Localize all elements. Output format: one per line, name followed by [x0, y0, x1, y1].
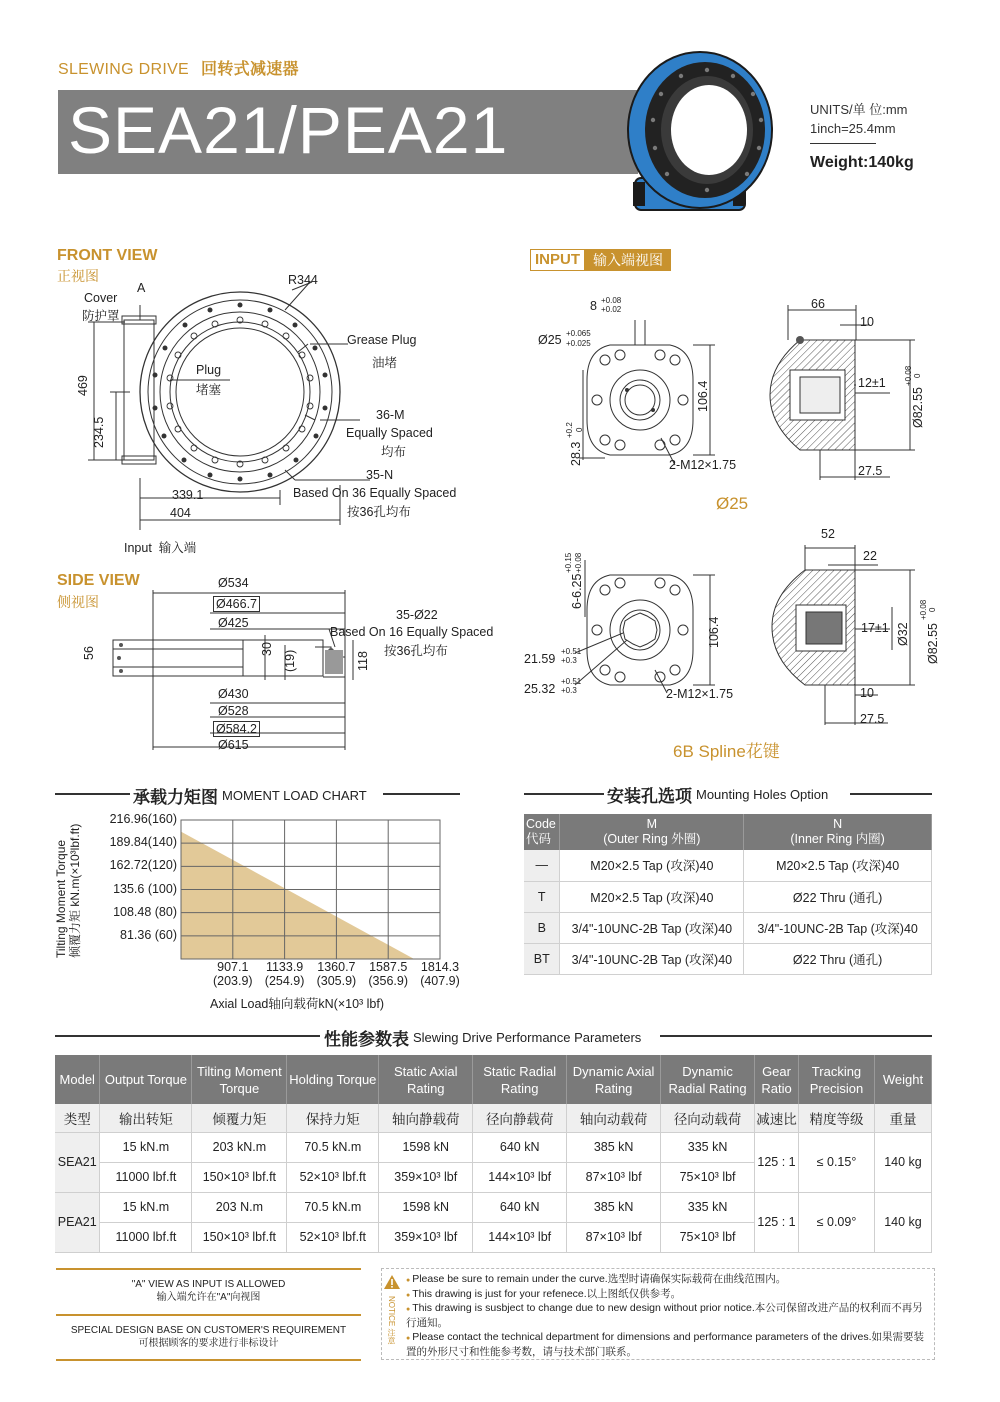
- dim-w10-top: 10: [860, 315, 874, 329]
- dim-d584: Ø584.2: [213, 721, 260, 737]
- dim-625-lo: +0.08: [574, 552, 583, 573]
- chart-xlabel: Axial Load轴向载荷kN(×10³ lbf): [210, 997, 385, 1011]
- input-cn: 输入端: [158, 541, 197, 555]
- perf-header-cn: 倾覆力矩: [192, 1104, 287, 1132]
- input-flange-bottom: [574, 552, 725, 705]
- chart-ylabel-en: Tilting Moment Torque: [54, 839, 68, 958]
- dim-625-up: +0.15: [564, 552, 573, 573]
- footer-gold-line-bottom: [56, 1359, 361, 1361]
- perf-header: Output Torque: [100, 1055, 192, 1104]
- notice-bullet: ●: [406, 1277, 413, 1284]
- dim-d8255-bot-up: +0.08: [919, 599, 928, 620]
- perf-cell: 70.5 kN.m: [287, 1192, 379, 1222]
- dim-d8255-top-up: +0.08: [904, 365, 913, 386]
- label-cover-cn: 防护罩: [82, 309, 120, 323]
- perf-cell: 203 N.m: [192, 1192, 287, 1222]
- dim-d25: Ø25: [538, 333, 562, 347]
- label-a: A: [137, 281, 146, 295]
- chart-y-tick-label: 189.84(140): [109, 835, 177, 850]
- x-tick-sub: (407.9): [420, 974, 460, 988]
- label-36m: 36-M: [376, 408, 405, 422]
- side-view-title: SIDE VIEW: [57, 572, 140, 589]
- dim-283-up: +0.2: [565, 422, 574, 438]
- perf-header-cn-row: [55, 1104, 932, 1132]
- mount-cell-m: 3/4"-10UNC-2B Tap (攻深)40: [560, 912, 744, 943]
- units-label: UNITS/单 位:mm: [810, 102, 908, 117]
- footer-special: [56, 1324, 361, 1350]
- notice-text: Please contact the technical department for dimensions and performance parameters of the drives.如果需要装置的外形尺寸和性能参考数，请与技术部门联系。: [406, 1330, 925, 1358]
- perf-row-metric: [55, 1132, 932, 1162]
- notice-text: This drawing is susbject to change due to new design without prior notice.本公司保留改进产品的权利而不再另行通知。: [406, 1302, 923, 1330]
- dim-2532: 25.32: [524, 682, 556, 696]
- chart-y-tick-label: 108.48 (80): [113, 904, 177, 919]
- x-tick-main: 1814.3: [420, 960, 460, 974]
- dim-w10-bottom: 10: [860, 686, 874, 700]
- dim-283: 28.3: [569, 441, 583, 466]
- chart-title-en: MOMENT LOAD CHART: [222, 788, 367, 803]
- mount-row: [524, 881, 932, 912]
- mount-cell-n: M20×2.5 Tap (攻深)40: [744, 850, 932, 881]
- dim-2532-lo: +0.3: [561, 686, 577, 695]
- header-subtitle: [58, 56, 299, 79]
- mount-cell-code: B: [524, 912, 560, 943]
- mount-cell-m: M20×2.5 Tap (攻深)40: [560, 881, 744, 912]
- dim-1064-top: 106.4: [696, 380, 710, 412]
- perf-heading: [324, 1025, 641, 1050]
- perf-header-cn: 径向静载荷: [473, 1104, 567, 1132]
- dim-19: (19): [283, 649, 297, 672]
- mount-title-cn: 安装孔选项: [607, 787, 692, 806]
- notice-item: [406, 1302, 932, 1330]
- dim-d534: Ø534: [218, 576, 249, 590]
- chart-head-line-left: [55, 793, 130, 795]
- perf-head-line-right: [660, 1035, 932, 1037]
- dim-339: 339.1: [172, 488, 204, 502]
- input-en: Input: [124, 541, 152, 555]
- dim-2159-up: +0.51: [561, 647, 582, 656]
- dim-d8255-bot-lo: 0: [928, 607, 937, 612]
- perf-model: PEA21: [55, 1192, 100, 1252]
- perf-cell: 203 kN.m: [192, 1132, 287, 1162]
- perf-header: Static Radial Rating: [473, 1055, 567, 1104]
- perf-header-cn: 重量: [874, 1104, 931, 1132]
- x-tick-main: 1360.7: [317, 960, 356, 974]
- th-n-sub: (Inner Ring 内圈): [790, 832, 885, 846]
- dim-56: 56: [82, 646, 96, 660]
- th-code-en: Code: [526, 817, 556, 831]
- mount-cell-code: —: [524, 850, 560, 881]
- mount-cell-m: M20×2.5 Tap (攻深)40: [560, 850, 744, 881]
- mount-cell-n: Ø22 Thru (通孔): [744, 881, 932, 912]
- chart-y-tick-label: 162.72(120): [109, 858, 177, 873]
- perf-header: Dynamic Radial Rating: [661, 1055, 755, 1104]
- label-input: [124, 538, 196, 556]
- perf-header-cn: 输出转矩: [100, 1104, 192, 1132]
- th-code-cn: 代码: [526, 832, 552, 846]
- mount-th-m: [560, 814, 744, 850]
- dim-625: 6-6.25: [570, 573, 584, 609]
- label-based-16: Based On 16 Equally Spaced: [330, 625, 494, 639]
- notice-list: [406, 1273, 932, 1359]
- special-en: SPECIAL DESIGN BASE ON CUSTOMER'S REQUIREMENT: [70, 1325, 347, 1336]
- dim-key8-up: +0.08: [601, 296, 622, 305]
- front-view-title-cn: 正视图: [57, 268, 99, 284]
- perf-header-cn: 精度等级: [799, 1104, 875, 1132]
- perf-cell: 335 kN: [661, 1192, 755, 1222]
- subtitle-en: SLEWING DRIVE: [58, 61, 190, 78]
- perf-header: Static Axial Rating: [379, 1055, 473, 1104]
- dim-d8255-top: Ø82.55: [911, 386, 925, 428]
- notice-label: NOTICE 注意: [387, 1296, 396, 1345]
- chart-load-area: [181, 832, 414, 959]
- units-info: [810, 100, 908, 138]
- perf-header-cn: 径向动载荷: [661, 1104, 755, 1132]
- dim-w52: 52: [821, 527, 835, 541]
- front-view-title: FRONT VIEW: [57, 247, 158, 264]
- weight-label: Weight:140kg: [810, 154, 914, 171]
- notice-text: Please be sure to remain under the curve.选型时请确保实际载荷在曲线范围内。: [412, 1273, 787, 1285]
- performance-table: [55, 1055, 932, 1253]
- mount-title-en: Mounting Holes Option: [696, 787, 829, 802]
- perf-row-metric: [55, 1192, 932, 1222]
- mounting-table: [524, 814, 932, 975]
- notice-item: [406, 1331, 932, 1359]
- perf-header: Dynamic Axial Rating: [567, 1055, 661, 1104]
- x-tick-sub: (356.9): [368, 974, 408, 988]
- dim-d466: Ø466.7: [213, 596, 260, 612]
- perf-cell: 52×10³ lbf.ft: [287, 1162, 379, 1192]
- perf-cell: 75×10³ lbf: [661, 1222, 755, 1252]
- perf-title-en: Slewing Drive Performance Parameters: [413, 1030, 642, 1045]
- label-based-36-cn: 按36孔均布: [347, 505, 411, 519]
- caption-spline: 6B Spline花键: [673, 742, 780, 761]
- input-tag-en: INPUT: [530, 249, 585, 271]
- perf-header-cn: 保持力矩: [287, 1104, 379, 1132]
- perf-header: Tilting Moment Torque: [192, 1055, 287, 1104]
- perf-cell: 144×10³ lbf: [473, 1162, 567, 1192]
- label-r344: R344: [288, 273, 318, 287]
- perf-header-cn: 类型: [55, 1104, 100, 1132]
- dim-w22: 22: [863, 549, 877, 563]
- mount-cell-n: Ø22 Thru (通孔): [744, 943, 932, 974]
- perf-cell: 144×10³ lbf: [473, 1222, 567, 1252]
- perf-header: Holding Torque: [287, 1055, 379, 1104]
- chart-y-tick-label: 216.96(160): [109, 812, 177, 826]
- footer-gold-line-top: [56, 1268, 361, 1270]
- dim-m12-top: 2-M12×1.75: [669, 458, 737, 472]
- label-grease-plug-cn: 油堵: [372, 356, 398, 370]
- perf-cell: 11000 lbf.ft: [100, 1162, 192, 1192]
- moment-chart-plot: [181, 820, 440, 959]
- dim-2159-lo: +0.3: [561, 656, 577, 665]
- mount-heading: [607, 782, 828, 807]
- notice-item: [406, 1273, 932, 1288]
- footer-gold-line-mid: [56, 1314, 361, 1316]
- a-view-en: "A" VIEW AS INPUT IS ALLOWED: [131, 1279, 286, 1290]
- perf-header: Weight: [874, 1055, 931, 1104]
- label-35n: 35-N: [366, 468, 394, 482]
- perf-header: Model: [55, 1055, 100, 1104]
- warning-icon: [383, 1274, 401, 1290]
- dim-key8-lo: +0.02: [601, 305, 622, 314]
- mount-th-code: [524, 814, 560, 850]
- perf-cell: 1598 kN: [379, 1132, 473, 1162]
- perf-head-line-left: [55, 1035, 320, 1037]
- mount-cell-m: 3/4"-10UNC-2B Tap (攻深)40: [560, 943, 744, 974]
- chart-head-line-right: [383, 793, 460, 795]
- perf-cell: 87×10³ lbf: [567, 1162, 661, 1192]
- perf-weight: 140 kg: [874, 1192, 931, 1252]
- dim-404: 404: [170, 506, 191, 520]
- dim-m12-bottom: 2-M12×1.75: [666, 687, 734, 701]
- x-tick-main: 1133.9: [265, 960, 304, 974]
- dim-d8255-bottom: Ø82.55: [926, 622, 940, 664]
- special-cn: 可根据顾客的要求进行非标设计: [138, 1338, 279, 1349]
- notice-text: This drawing is just for your refenece.以上图纸仅供参考。: [412, 1287, 682, 1300]
- perf-precision: ≤ 0.15°: [799, 1132, 875, 1192]
- chart-y-tick-label: 81.36 (60): [120, 927, 177, 942]
- label-equally-spaced-cn: 均布: [381, 445, 407, 459]
- chart-ylabel-cn: 倾覆力矩 kN.m(×10³lbf.ft): [68, 823, 82, 958]
- perf-cell: 385 kN: [567, 1192, 661, 1222]
- dim-118: 118: [356, 651, 370, 671]
- perf-cell: 15 kN.m: [100, 1132, 192, 1162]
- dim-h17: 17±1: [861, 621, 889, 635]
- side-view-title-cn: 侧视图: [57, 594, 99, 610]
- dim-w66: 66: [811, 297, 825, 311]
- dim-469: 469: [76, 375, 90, 396]
- dim-d425: Ø425: [218, 616, 249, 630]
- label-plug-cn: 堵塞: [196, 383, 222, 397]
- label-based-36: Based On 36 Equally Spaced: [293, 486, 457, 500]
- perf-cell: 87×10³ lbf: [567, 1222, 661, 1252]
- dim-d25-lo: +0.025: [566, 339, 591, 348]
- perf-cell: 150×10³ lbf.ft: [192, 1222, 287, 1252]
- perf-header: Gear Ratio: [755, 1055, 799, 1104]
- notice-bullet: ●: [406, 1306, 413, 1314]
- label-equally-spaced: Equally Spaced: [346, 426, 433, 440]
- label-plug: Plug: [196, 363, 222, 377]
- dim-d25-up: +0.065: [566, 329, 591, 338]
- perf-header-cn: 轴向静载荷: [379, 1104, 473, 1132]
- dim-d528: Ø528: [218, 704, 249, 718]
- perf-title-cn: 性能参数表: [324, 1030, 409, 1049]
- dim-d8255-top-lo: 0: [913, 373, 922, 378]
- th-n: N: [833, 817, 843, 831]
- x-tick-sub: (305.9): [316, 974, 357, 988]
- x-tick-sub: (254.9): [264, 974, 305, 988]
- dim-2532-up: +0.51: [561, 677, 582, 686]
- page-title: SEA21/PEA21: [68, 93, 509, 167]
- perf-header: Tracking Precision: [799, 1055, 875, 1104]
- dim-h12: 12±1: [858, 376, 886, 390]
- perf-ratio: 125 : 1: [755, 1132, 799, 1192]
- dim-234: 234.5: [92, 416, 106, 448]
- perf-cell: 70.5 kN.m: [287, 1132, 379, 1162]
- perf-header-cn: 减速比: [755, 1104, 799, 1132]
- mount-th-n: [744, 814, 932, 850]
- perf-precision: ≤ 0.09°: [799, 1192, 875, 1252]
- chart-heading: [133, 783, 367, 808]
- x-tick-sub: (203.9): [212, 974, 253, 988]
- chart-x-tick-label: [410, 960, 470, 988]
- input-tag-cn: 输入端视图: [585, 249, 671, 271]
- footer-a-view: [56, 1278, 361, 1304]
- dim-283-lo: 0: [575, 427, 584, 432]
- mount-cell-n: 3/4"-10UNC-2B Tap (攻深)40: [744, 912, 932, 943]
- mount-row: [524, 912, 932, 943]
- label-cover: Cover: [84, 291, 118, 305]
- dim-30: 30: [260, 642, 274, 656]
- perf-cell: 150×10³ lbf.ft: [192, 1162, 287, 1192]
- input-view-tag: [530, 249, 671, 271]
- dim-w275-bottom: 27.5: [860, 712, 885, 726]
- notice-item: [406, 1288, 932, 1303]
- label-based-16-cn: 按36孔均布: [384, 644, 448, 658]
- a-view-cn: 输入端允许在"A"向视图: [156, 1292, 261, 1303]
- x-tick-main: 1587.5: [369, 960, 408, 974]
- mount-cell-code: BT: [524, 943, 560, 974]
- perf-header-cn: 轴向动载荷: [567, 1104, 661, 1132]
- dim-d615: Ø615: [218, 738, 249, 752]
- front-view-drawing: [80, 280, 380, 540]
- mount-row: [524, 943, 932, 974]
- units-divider: [810, 143, 876, 144]
- perf-model: SEA21: [55, 1132, 100, 1192]
- dim-d32: Ø32: [896, 622, 910, 646]
- subtitle-cn: 回转式减速器: [201, 61, 299, 78]
- dim-w275-top: 27.5: [858, 464, 883, 478]
- chart-y-tick-label: 135.6 (100): [113, 881, 177, 896]
- perf-cell: 11000 lbf.ft: [100, 1222, 192, 1252]
- inch-label: 1inch=25.4mm: [810, 121, 896, 136]
- perf-cell: 359×10³ lbf: [379, 1162, 473, 1192]
- perf-cell: 640 kN: [473, 1192, 567, 1222]
- mount-head-line-right: [850, 793, 932, 795]
- chart-title-cn: 承载力矩图: [133, 788, 218, 807]
- x-tick-main: 907.1: [217, 960, 249, 974]
- perf-cell: 640 kN: [473, 1132, 567, 1162]
- notice-bullet: ●: [406, 1291, 413, 1299]
- perf-cell: 75×10³ lbf: [661, 1162, 755, 1192]
- dim-1064-bottom: 106.4: [707, 616, 721, 648]
- th-m: M: [646, 817, 658, 831]
- label-grease-plug: Grease Plug: [347, 333, 417, 347]
- perf-cell: 359×10³ lbf: [379, 1222, 473, 1252]
- mount-row: [524, 850, 932, 881]
- perf-cell: 385 kN: [567, 1132, 661, 1162]
- input-section-top: [760, 305, 920, 480]
- caption-d25: Ø25: [716, 494, 749, 513]
- perf-ratio: 125 : 1: [755, 1192, 799, 1252]
- mount-head-line-left: [524, 793, 604, 795]
- product-image: [615, 50, 780, 220]
- perf-cell: 335 kN: [661, 1132, 755, 1162]
- perf-cell: 15 kN.m: [100, 1192, 192, 1222]
- dim-key8: 8: [590, 299, 597, 313]
- mount-cell-code: T: [524, 881, 560, 912]
- dim-2159: 21.59: [524, 652, 556, 666]
- th-m-sub: (Outer Ring 外圈): [603, 832, 701, 846]
- dim-d430: Ø430: [218, 687, 249, 701]
- perf-cell: 1598 kN: [379, 1192, 473, 1222]
- perf-weight: 140 kg: [874, 1132, 931, 1192]
- perf-cell: 52×10³ lbf.ft: [287, 1222, 379, 1252]
- label-35-22: 35-Ø22: [396, 608, 438, 622]
- notice-bullet: ●: [406, 1334, 413, 1342]
